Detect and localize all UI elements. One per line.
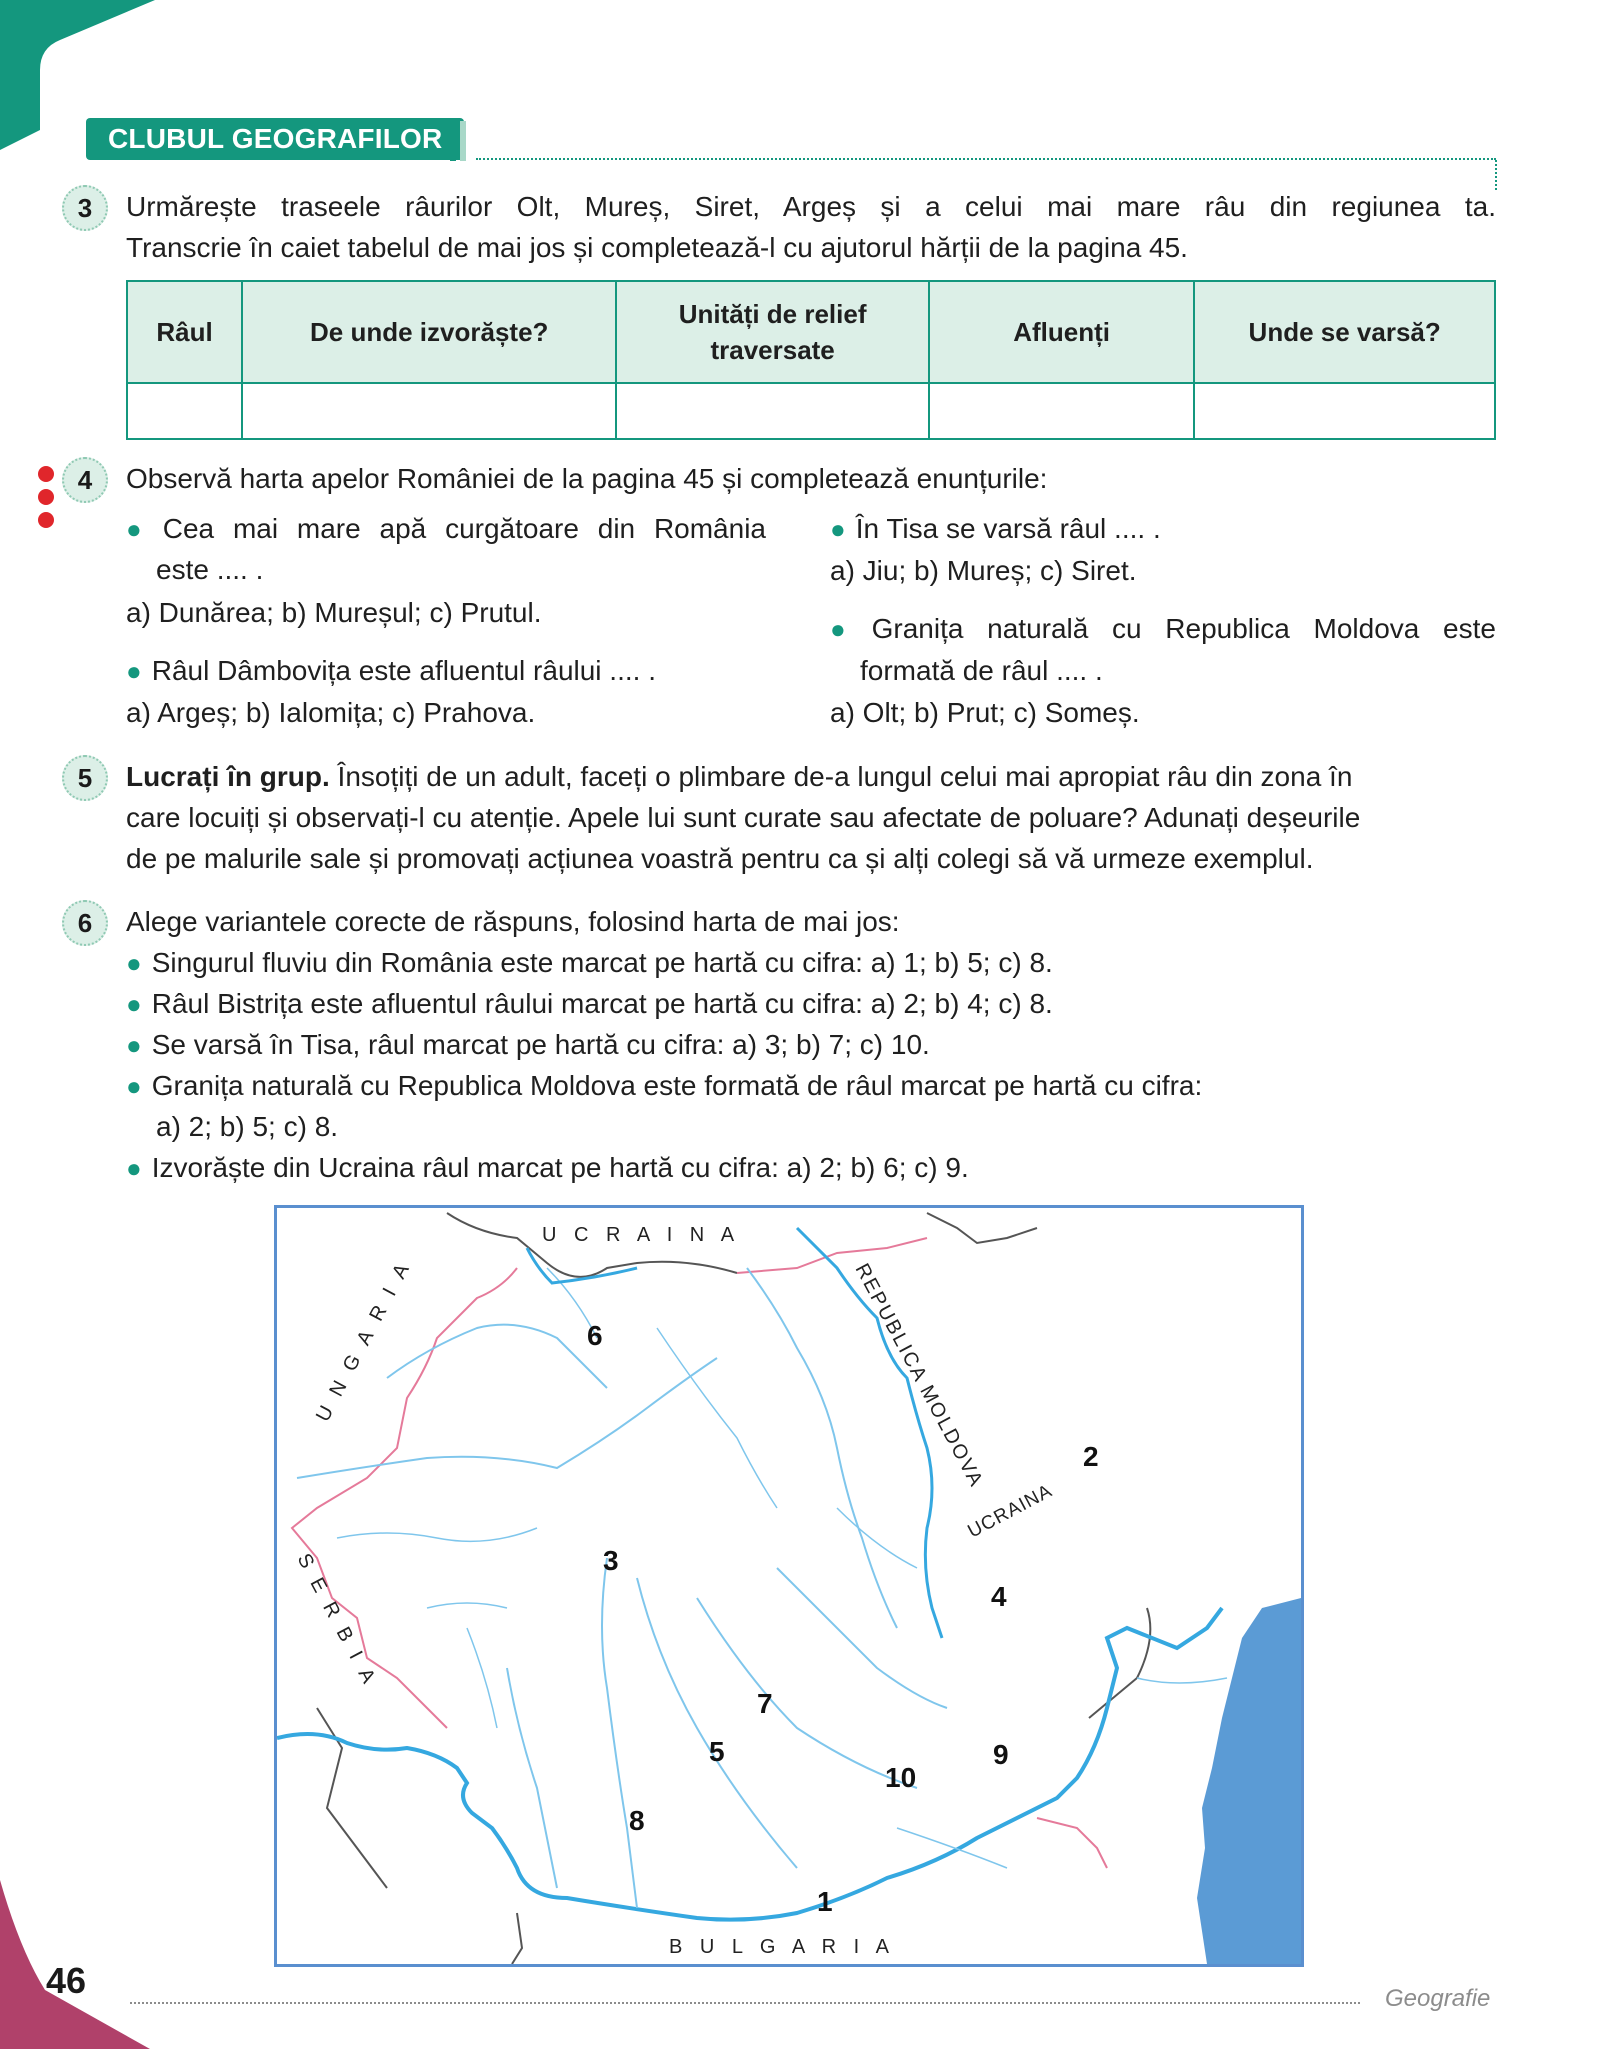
outer-border <box>927 1213 1037 1243</box>
river-number-8: 8 <box>629 1805 645 1836</box>
q5-line-3: de pe malurile sale și promovați acțiunea voastră pentru ca și alți colegi să vă urmeze exemplul. <box>126 843 1314 874</box>
label-republica-moldova: REPUBLICA MOLDOVA <box>850 1260 988 1492</box>
col-header-river: Râul <box>127 281 242 383</box>
col-header-relief-text: Unități de relief traversate <box>678 299 867 365</box>
river-tributary <box>897 1828 1007 1868</box>
q4-left-2-line-1 <box>126 650 656 692</box>
bullet-icon: ● <box>830 614 862 644</box>
label-ucraina-east: UCRAINA <box>964 1480 1057 1543</box>
section-badge: CLUBUL GEOGRAFILOR <box>86 118 464 160</box>
bullet-icon: ● <box>126 948 142 978</box>
q6-item-1-text: Singurul fluviu din România este marcat pe hartă cu cifra: a) 1; b) 5; c) 8. <box>151 947 1053 978</box>
q4-right-2-line-1 <box>830 608 1496 650</box>
q4-right-1-text: În Tisa se varsă râul .... . <box>855 513 1161 544</box>
river-ialomita <box>697 1598 917 1788</box>
q6-item-1 <box>126 942 1053 984</box>
label-ucraina-north: U C R A I N A <box>542 1224 741 1246</box>
q3-text-line-2: Transcrie în caiet tabelul de mai jos și completează-l cu ajutorul hărții de la pagina 45. <box>126 232 1188 263</box>
rivers-table <box>126 280 1496 440</box>
river-siret <box>747 1268 897 1628</box>
outer-border <box>512 1913 522 1964</box>
river-jiu <box>507 1668 557 1888</box>
q6-item-5-text: Izvorăște din Ucraina râul marcat pe hartă cu cifra: a) 2; b) 6; c) 9. <box>151 1152 969 1183</box>
bullet-icon: ● <box>126 1030 142 1060</box>
q4-right-2-text: Granița naturală cu Republica Moldova este <box>871 613 1496 644</box>
q4-left-1-answers: a) Dunărea; b) Mureșul; c) Prutul. <box>126 597 542 628</box>
col-header-tributaries: Afluenți <box>929 281 1194 383</box>
bullet-icon: ● <box>126 656 142 686</box>
bullet-icon: ● <box>126 1153 142 1183</box>
river-tributary <box>657 1328 777 1508</box>
question-number-3: 3 <box>62 185 108 231</box>
romania-border <box>737 1238 927 1273</box>
question-number-5: 5 <box>62 755 108 801</box>
river-number-3: 3 <box>603 1545 619 1576</box>
col-header-relief <box>616 281 929 383</box>
table-cell[interactable] <box>616 383 929 439</box>
q4-left-1-line-1 <box>126 508 766 550</box>
q6-item-3-text: Se varsă în Tisa, râul marcat pe hartă cu cifra: a) 3; b) 7; c) 10. <box>151 1029 930 1060</box>
river-danube <box>277 1608 1222 1920</box>
river-tributary <box>337 1528 537 1541</box>
badge-tab-light <box>460 121 466 161</box>
bullet-icon: ● <box>830 514 846 544</box>
q6-item-4-answers: a) 2; b) 5; c) 8. <box>156 1111 339 1142</box>
q4-right-1-answers: a) Jiu; b) Mureș; c) Siret. <box>830 555 1137 586</box>
badge-tab <box>450 121 456 161</box>
page-number: 46 <box>46 1960 87 2001</box>
q4-left-1-line-2: este .... . <box>156 554 264 585</box>
q4-right-2-answers: a) Olt; b) Prut; c) Someș. <box>830 697 1140 728</box>
q5-line-2: care locuiți și observați-l cu atenție. Apele lui sunt curate sau afectate de poluare? Adunați deșeurile <box>126 802 1361 833</box>
river-number-5: 5 <box>709 1736 725 1767</box>
footer-subject: Geografie <box>1385 1985 1491 2012</box>
q3-text-line-1: Urmărește traseele râurilor Olt, Mureș, Siret, Argeș și a celui mai mare râu din regiunea ta. <box>126 191 1496 222</box>
q6-item-2 <box>126 983 1053 1025</box>
question-number-6: 6 <box>62 900 108 946</box>
river-number-10: 10 <box>885 1762 917 1793</box>
q4-left-1-text: Cea mai mare apă curgătoare din România <box>162 513 766 544</box>
q6-item-2-text: Râul Bistrița este afluentul râului marcat pe hartă cu cifra: a) 2; b) 4; c) 8. <box>151 988 1053 1019</box>
q6-item-4 <box>126 1065 1202 1107</box>
col-header-source: De unde izvorăște? <box>242 281 616 383</box>
bullet-icon: ● <box>126 989 142 1019</box>
black-sea <box>1197 1598 1301 1964</box>
river-number-9: 9 <box>993 1739 1009 1770</box>
river-tributary <box>427 1603 507 1608</box>
q5-line-1 <box>126 756 1496 797</box>
header-dotted-line <box>476 158 1496 160</box>
table-cell[interactable] <box>242 383 616 439</box>
q6-item-4-text: Granița naturală cu Republica Moldova este formată de râul marcat pe hartă cu cifra: <box>151 1070 1203 1101</box>
q5-bold-lead: Lucrați în grup. <box>126 761 330 792</box>
q5-line-1-text: Însoțiți de un adult, faceți o plimbare de-a lungul celui mai apropiat râu din zona în <box>329 761 1353 792</box>
river-olt <box>602 1558 637 1908</box>
bullet-icon: ● <box>126 514 153 544</box>
river-tributary <box>1137 1678 1227 1683</box>
river-arges <box>637 1578 797 1868</box>
q4-intro: Observă harta apelor României de la pagina 45 și completează enunțurile: <box>126 463 1048 494</box>
romania-border <box>1037 1818 1107 1868</box>
difficulty-dot <box>38 466 54 482</box>
difficulty-dot <box>38 489 54 505</box>
label-bulgaria: B U L G A R I A <box>669 1936 895 1958</box>
q4-right-1-line-1 <box>830 508 1161 550</box>
river-tributary <box>837 1508 917 1568</box>
footer-dotted-line <box>130 2002 1360 2004</box>
q4-right-2-line-2: formată de râul .... . <box>860 655 1103 686</box>
q6-intro: Alege variantele corecte de răspuns, folosind harta de mai jos: <box>126 906 900 937</box>
river-tributary <box>467 1628 497 1728</box>
col-header-mouth: Unde se varsă? <box>1194 281 1495 383</box>
river-number-6: 6 <box>587 1320 603 1351</box>
bullet-icon: ● <box>126 1071 142 1101</box>
river-mures <box>297 1358 717 1478</box>
river-number-4: 4 <box>991 1581 1007 1612</box>
table-row <box>127 383 1495 439</box>
river-buzau <box>777 1568 947 1708</box>
river-number-7: 7 <box>757 1688 773 1719</box>
label-serbia: SERBIA <box>292 1550 386 1700</box>
table-cell[interactable] <box>1194 383 1495 439</box>
outer-border <box>1089 1608 1150 1718</box>
river-number-1: 1 <box>817 1886 833 1917</box>
romania-border <box>292 1268 517 1728</box>
difficulty-dot <box>38 512 54 528</box>
q6-item-5 <box>126 1147 969 1189</box>
river-number-2: 2 <box>1083 1441 1099 1472</box>
label-ungaria: UNGARIA <box>311 1248 421 1426</box>
table-cell[interactable] <box>127 383 242 439</box>
q4-left-2-text: Râul Dâmbovița este afluentul râului .... . <box>151 655 656 686</box>
romania-rivers-map <box>274 1205 1304 1967</box>
map-canvas <box>277 1208 1301 1964</box>
question-number-4: 4 <box>62 457 108 503</box>
q4-left-2-answers: a) Argeș; b) Ialomița; c) Prahova. <box>126 697 536 728</box>
q6-item-3 <box>126 1024 930 1066</box>
table-cell[interactable] <box>929 383 1194 439</box>
